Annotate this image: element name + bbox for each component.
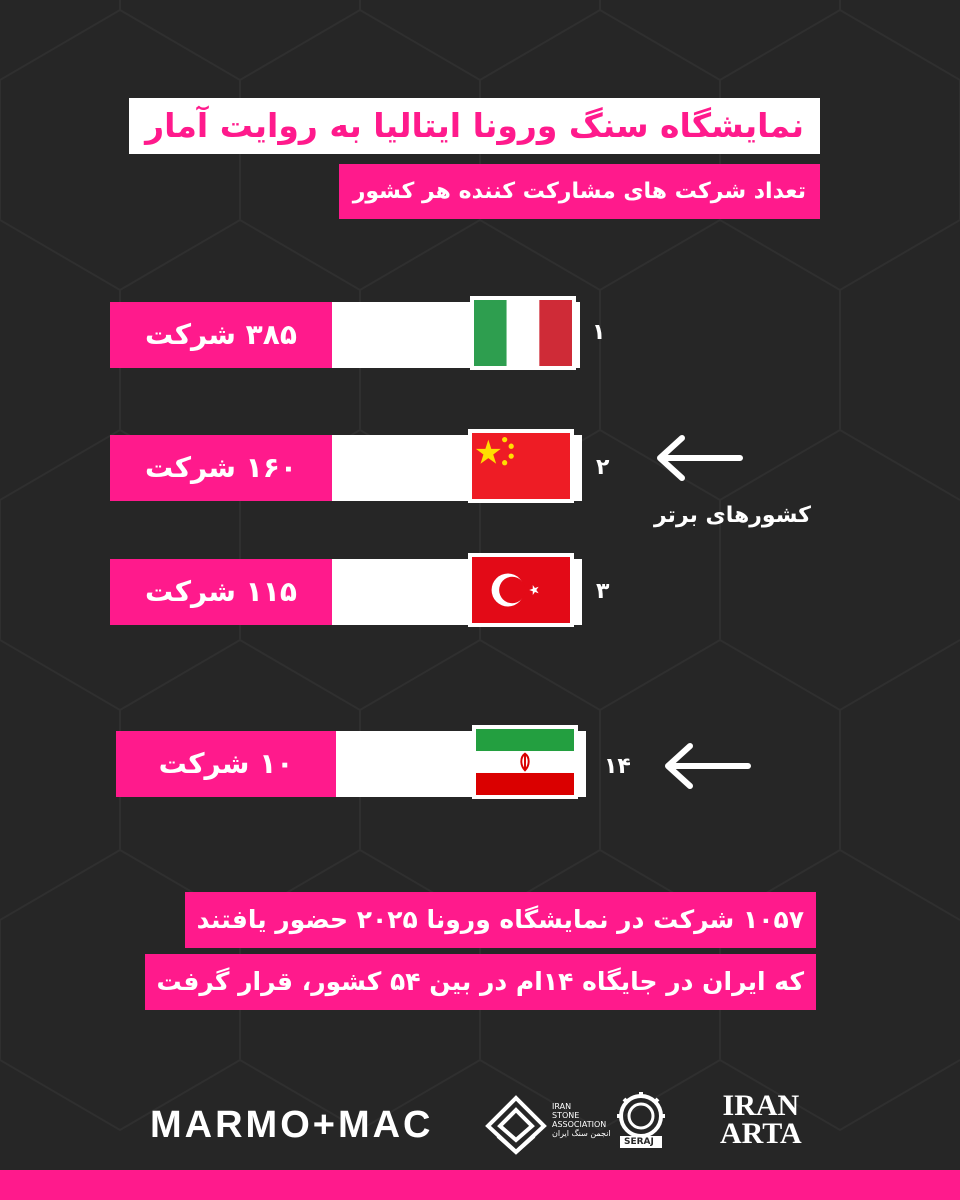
page-title: نمایشگاه سنگ ورونا ایتالیا به روایت آمار [129,98,820,154]
arrow-left-icon [652,432,744,484]
rank-label: ۱۴ [604,754,631,779]
stone-association-logo-icon [484,1094,548,1156]
rank-label: ۲ [596,455,610,480]
bottom-accent-bar [0,1170,960,1200]
rank-label: ۱ [592,320,606,345]
china-flag-icon [468,429,574,503]
arrow-left-icon [660,740,752,792]
logo-bar [0,1090,960,1160]
marmomac-logo: MARMO+MAC [150,1104,434,1146]
summary-line-1: ۱۰۵۷ شرکت در نمایشگاه ورونا ۲۰۲۵ حضور یافتند [185,892,816,948]
turkey-flag-icon [468,553,574,627]
rank-label: ۳ [596,579,610,604]
summary-line-2: که ایران در جایگاه ۱۴ام در بین ۵۴ کشور، قرار گرفت [145,954,817,1010]
country-row-turkey [110,559,610,625]
page-subtitle: تعداد شرکت های مشارکت کننده هر کشور [339,164,820,219]
italy-flag-icon [470,296,576,370]
association-text: IRAN STONE ASSOCIATION انجمن سنگ ایران [552,1102,611,1138]
company-count: ۱۰ شرکت [116,731,336,797]
seraj-text: SERAJ [624,1137,654,1147]
company-count: ۱۱۵ شرکت [110,559,332,625]
company-count: ۳۸۵ شرکت [110,302,332,368]
company-count: ۱۶۰ شرکت [110,435,332,501]
top-countries-label: کشورهای برتر [654,503,811,528]
iran-flag-icon [472,725,578,799]
country-row-china [110,435,610,501]
country-row-italy [110,302,610,368]
country-row-iran [116,731,616,797]
iranarta-logo: IRAN ARTA [720,1089,802,1150]
